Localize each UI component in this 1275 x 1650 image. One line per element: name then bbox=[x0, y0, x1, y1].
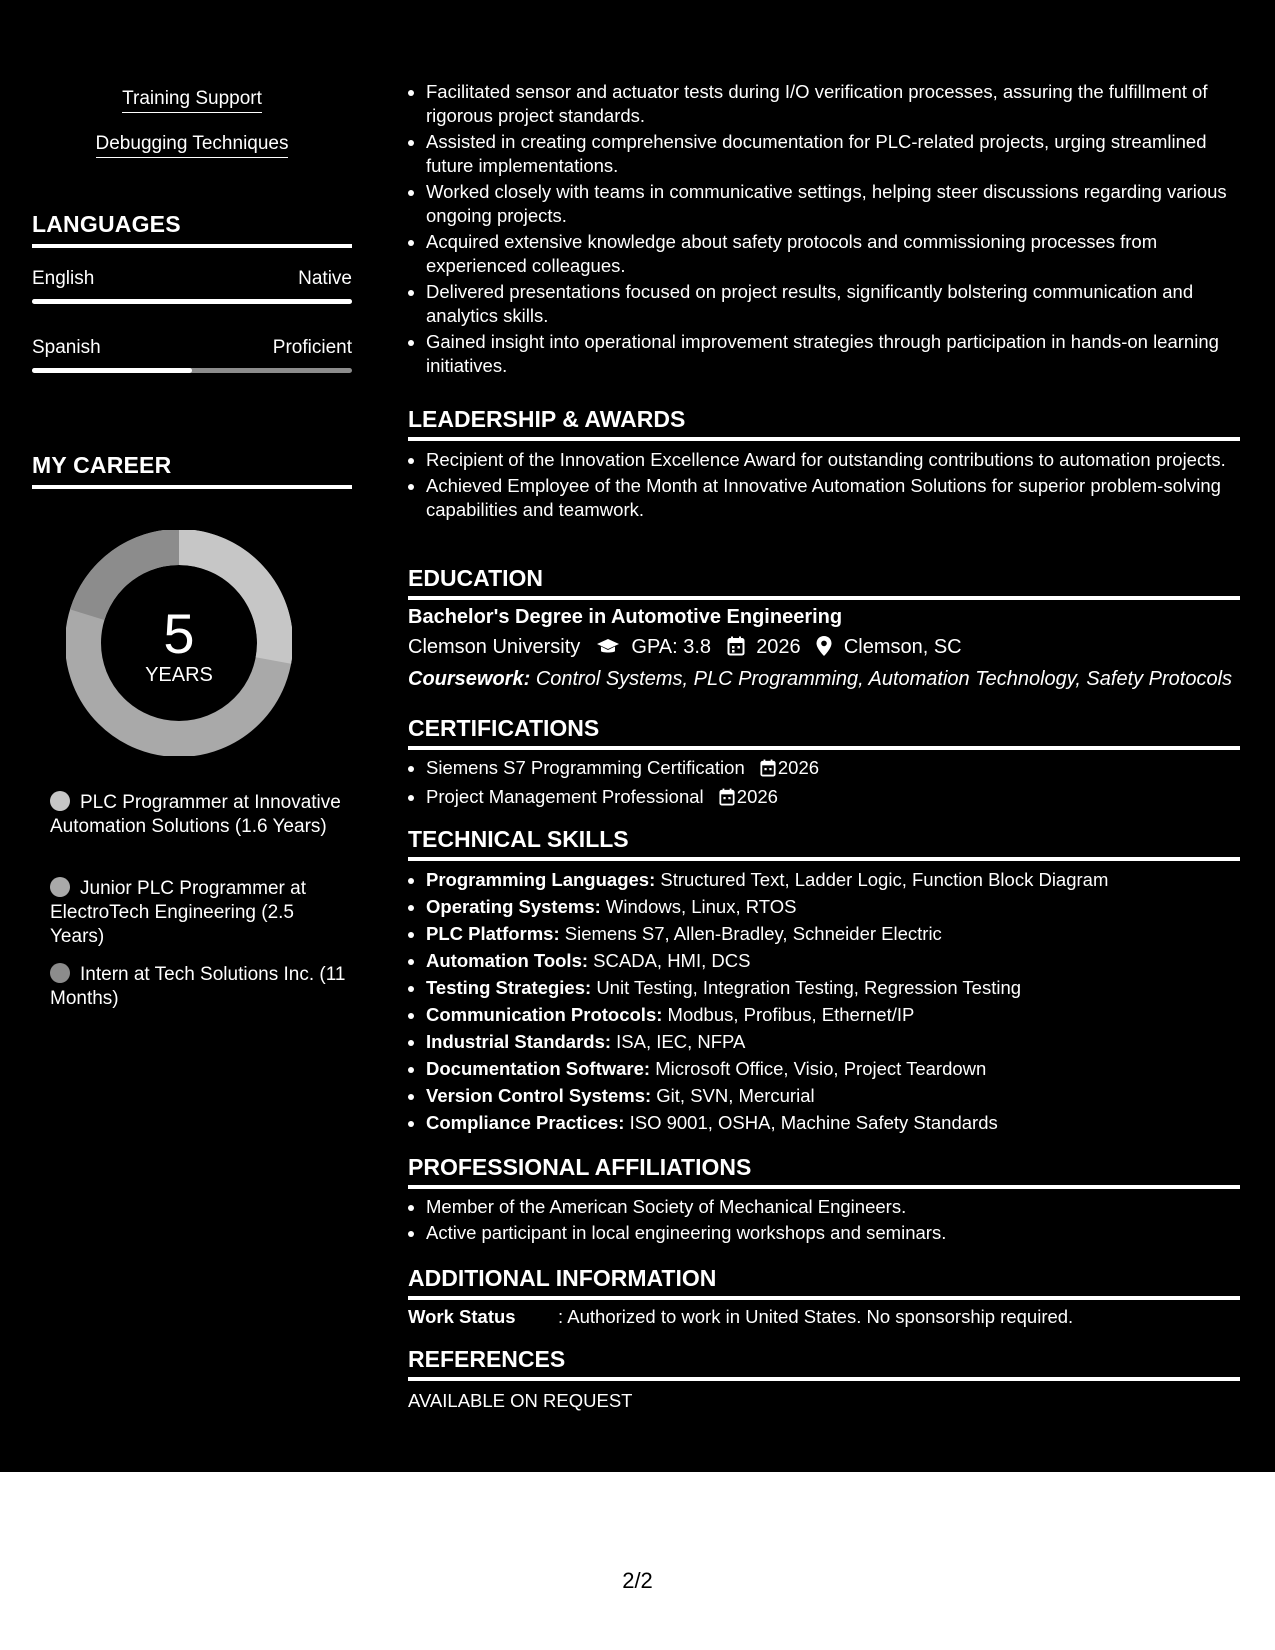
education-school: Clemson University bbox=[408, 636, 581, 658]
list-item: • PLC Platforms: Siemens S7, Allen-Bradley, Schneider Electric bbox=[426, 921, 1258, 946]
language-level: Proficient bbox=[272, 337, 352, 358]
education-details bbox=[408, 636, 962, 662]
education-gpa: GPA: 3.8 bbox=[631, 636, 712, 658]
list-item: • Automation Tools: SCADA, HMI, DCS bbox=[426, 948, 1258, 973]
skill-item: Training Support bbox=[32, 88, 352, 113]
list-item: • Compliance Practices: ISO 9001, OSHA, Machine Safety Standards bbox=[426, 1110, 1258, 1135]
career-donut-chart bbox=[66, 530, 292, 756]
list-item: • Testing Strategies: Unit Testing, Integration Testing, Regression Testing bbox=[426, 975, 1258, 1000]
career-dot bbox=[50, 963, 70, 983]
certifications-list bbox=[408, 756, 1258, 814]
list-item: • Recipient of the Innovation Excellence Award for outstanding contributions to automation projects. bbox=[426, 448, 1258, 472]
language-bar bbox=[32, 299, 352, 304]
calendar-icon bbox=[719, 788, 735, 812]
career-dot bbox=[50, 877, 70, 897]
list-item: • Version Control Systems: Git, SVN, Mercurial bbox=[426, 1083, 1258, 1108]
language-row bbox=[32, 268, 352, 292]
education-heading: EDUCATION bbox=[408, 565, 1240, 600]
education-location: Clemson, SC bbox=[843, 636, 962, 658]
career-years-label: YEARS bbox=[145, 664, 213, 686]
page-number: 2/2 bbox=[622, 1568, 653, 1593]
career-dot bbox=[50, 791, 70, 811]
affiliations-heading: PROFESSIONAL AFFILIATIONS bbox=[408, 1154, 1240, 1189]
additional-info-heading: ADDITIONAL INFORMATION bbox=[408, 1265, 1240, 1300]
calendar-icon bbox=[760, 759, 776, 783]
skills-list bbox=[408, 867, 1258, 1137]
coursework-value: Control Systems, PLC Programming, Automation Technology, Safety Protocols bbox=[535, 668, 1233, 690]
references-text: AVAILABLE ON REQUEST bbox=[408, 1390, 633, 1411]
leadership-list bbox=[408, 448, 1258, 524]
language-level: Native bbox=[298, 268, 352, 289]
list-item: • Industrial Standards: ISA, IEC, NFPA bbox=[426, 1029, 1258, 1054]
list-item: • Programming Languages: Structured Text, Ladder Logic, Function Block Diagram bbox=[426, 867, 1258, 892]
skills-heading: TECHNICAL SKILLS bbox=[408, 826, 1240, 861]
skill-item: Debugging Techniques bbox=[32, 133, 352, 158]
education-year: 2026 bbox=[756, 636, 801, 658]
list-item: • Acquired extensive knowledge about safety protocols and commissioning processes from experienced colleagues. bbox=[426, 230, 1258, 278]
list-item: • Documentation Software: Microsoft Office, Visio, Project Teardown bbox=[426, 1056, 1258, 1081]
work-status-value: : Authorized to work in United States. No sponsorship required. bbox=[558, 1306, 1074, 1327]
language-row bbox=[32, 337, 352, 361]
languages-heading: LANGUAGES bbox=[32, 211, 352, 248]
list-item: • Achieved Employee of the Month at Innovative Automation Solutions for superior problem-solving capabilities and teamwork. bbox=[426, 474, 1258, 522]
list-item: • Gained insight into operational improvement strategies through participation in hands-on learning initiatives. bbox=[426, 330, 1258, 378]
location-pin-icon bbox=[816, 636, 832, 662]
language-bar-fill bbox=[32, 299, 352, 304]
language-name: English bbox=[32, 268, 95, 289]
list-item: • Active participant in local engineering workshops and seminars. bbox=[426, 1221, 1258, 1245]
calendar-icon bbox=[727, 636, 745, 662]
career-item: Junior PLC Programmer at ElectroTech Engineering (2.5 Years) bbox=[50, 878, 306, 947]
career-item: Intern at Tech Solutions Inc. (11 Months) bbox=[50, 964, 346, 1009]
list-item: • Facilitated sensor and actuator tests during I/O verification processes, assuring the fulfillment of rigorous project standards. bbox=[426, 80, 1258, 128]
graduation-cap-icon bbox=[596, 638, 620, 662]
list-item: • Worked closely with teams in communicative settings, helping steer discussions regarding various ongoing projects. bbox=[426, 180, 1258, 228]
certifications-heading: CERTIFICATIONS bbox=[408, 715, 1240, 750]
experience-list bbox=[408, 80, 1258, 380]
language-bar bbox=[32, 368, 352, 373]
list-item: • Siemens S7 Programming Certification 2026 bbox=[426, 756, 1258, 783]
list-item: • Member of the American Society of Mechanical Engineers. bbox=[426, 1195, 1258, 1219]
coursework-label: Coursework: bbox=[408, 668, 531, 690]
list-item: • Communication Protocols: Modbus, Profibus, Ethernet/IP bbox=[426, 1002, 1258, 1027]
language-bar-fill bbox=[32, 368, 192, 373]
education-coursework bbox=[408, 668, 1232, 691]
list-item: • Delivered presentations focused on project results, significantly bolstering communication and analytics skills. bbox=[426, 280, 1258, 328]
sidebar bbox=[32, 0, 352, 1472]
main-content bbox=[408, 0, 1240, 1472]
leadership-heading: LEADERSHIP & AWARDS bbox=[408, 406, 1240, 441]
career-heading: MY CAREER bbox=[32, 452, 352, 489]
affiliations-list bbox=[408, 1195, 1258, 1247]
career-years-number: 5 bbox=[163, 602, 195, 665]
education-degree: Bachelor's Degree in Automotive Engineering bbox=[408, 606, 843, 628]
references-heading: REFERENCES bbox=[408, 1346, 1240, 1381]
work-status-label: Work Status bbox=[408, 1306, 516, 1327]
career-item: PLC Programmer at Innovative Automation Solutions (1.6 Years) bbox=[50, 792, 341, 837]
language-name: Spanish bbox=[32, 337, 101, 358]
list-item: • Assisted in creating comprehensive documentation for PLC-related projects, urging streamlined future implementations. bbox=[426, 130, 1258, 178]
list-item: • Operating Systems: Windows, Linux, RTOS bbox=[426, 894, 1258, 919]
list-item: • Project Management Professional 2026 bbox=[426, 785, 1258, 812]
